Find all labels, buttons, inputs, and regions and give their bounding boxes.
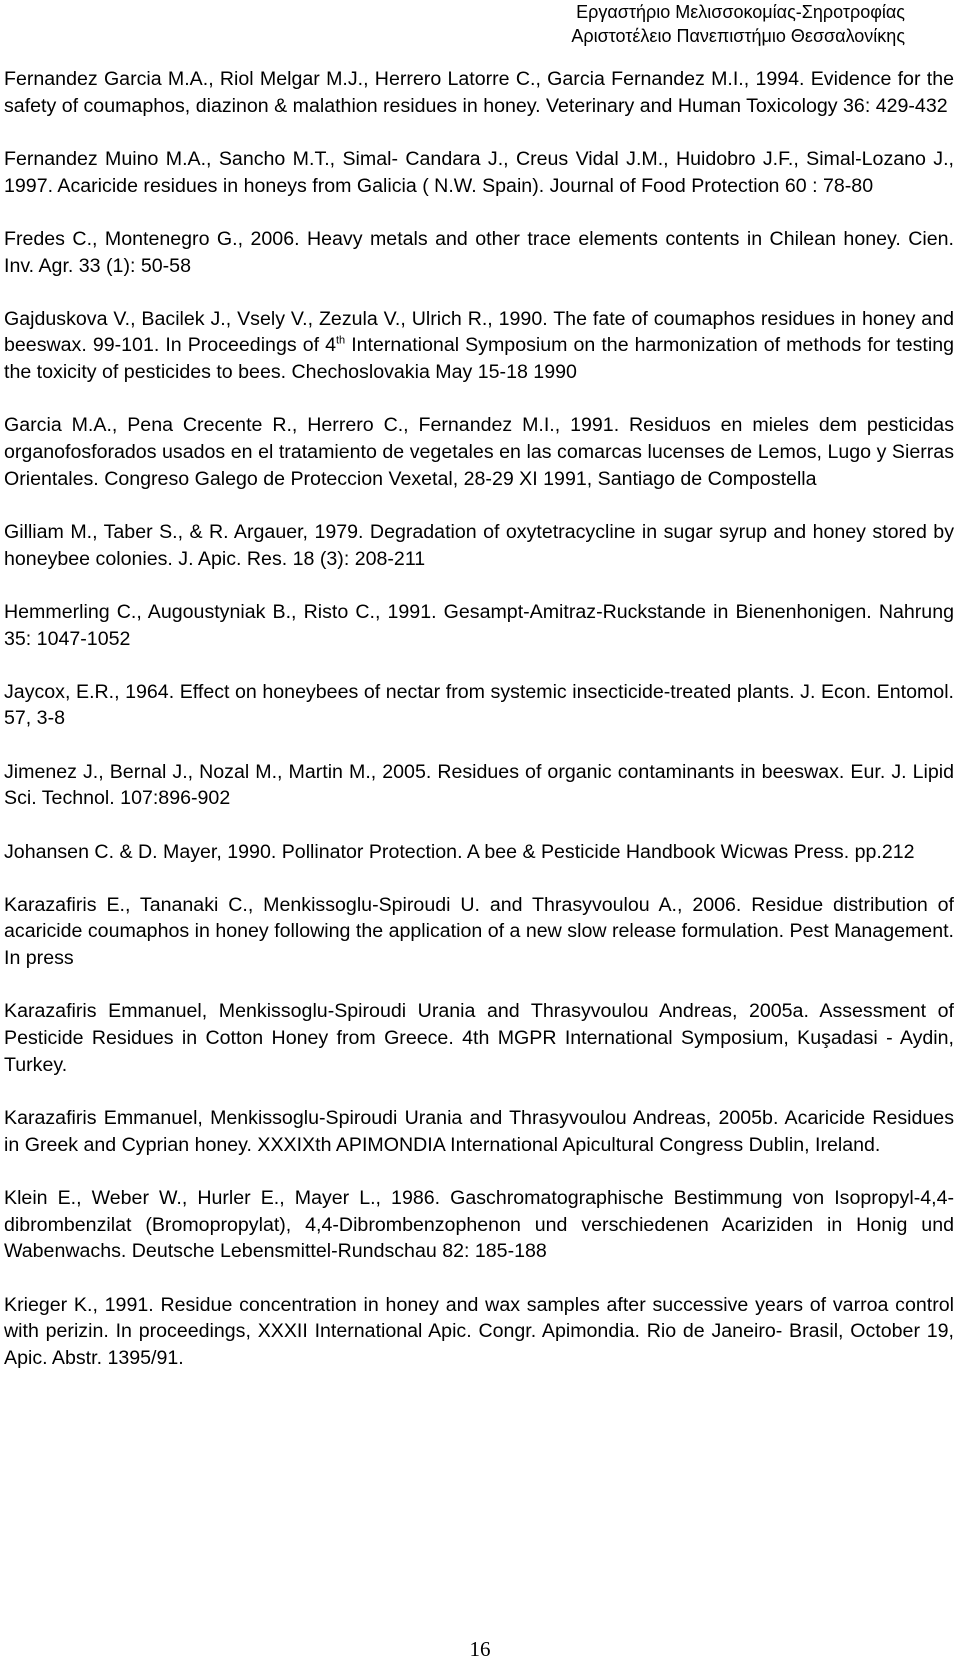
reference-text: International Symposium on the harmonization of methods for testing the toxicity of pesticides to bees. Chechoslovakia May 15-18 1990 [4,334,954,384]
reference-text: Gajduskova V., Bacilek J., Vsely V., Zezula V., Ulrich R., 1990. The fate of coumaphos residues in honey and beeswax. 99-101. In Proceedings of 4 [4,307,954,357]
reference-item: Johansen C. & D. Mayer, 1990. Pollinator Protection. A bee & Pesticide Handbook Wicwas Press. pp.212 [4,840,915,863]
reference-item [4,306,954,386]
reference-item: Jaycox, E.R., 1964. Effect on honeybees of nectar from systemic insecticide-treated plants. J. Econ. Entomol. 57, 3-8 [4,680,954,730]
reference-item: Klein E., Weber W., Hurler E., Mayer L., 1986. Gaschromatographische Bestimmung von Isopropyl-4,4-dibrombenzilat (Bromopropylat), 4,4-Dibrombenzophenon und verschiedenen Acariziden in Honig und Wabenwachs. Deutsche Lebensmittel-Rundschau 82: 185-188 [4,1186,954,1263]
reference-item: Jimenez J., Bernal J., Nozal M., Martin M., 2005. Residues of organic contaminants in beeswax. Eur. J. Lipid Sci. Technol. 107:896-902 [4,760,954,810]
reference-list [4,66,954,1398]
page-number: 16 [469,1637,491,1661]
reference-item: Krieger K., 1991. Residue concentration in honey and wax samples after successive years of varroa control with perizin. In proceedings, XXXII International Apic. Congr. Apimondia. Rio de Janeiro- Brasil, October 19, Apic. Abstr. 1395/91. [4,1293,954,1369]
reference-item: Fernandez Garcia M.A., Riol Melgar M.J., Herrero Latorre C., Garcia Fernandez M.I., 1994. Evidence for the safety of coumaphos, diazinon & malathion residues in honey. Veterinary and Human Toxicology 36: 429-432 [4,68,954,117]
header-lab-name: Εργαστήριο Μελισσοκομίας-Σηροτροφίας [576,2,905,22]
reference-item: Karazafiris E., Tananaki C., Menkissoglu-Spiroudi U. and Thrasyvoulou A., 2006. Residue distribution of acaricide coumaphos in honey following the application of a new slow release formulation. Pest Management. In press [4,893,954,970]
reference-item: Karazafiris Emmanuel, Menkissoglu-Spiroudi Urania and Thrasyvoulou Andreas, 2005a. Assessment of Pesticide Residues in Cotton Honey from Greece. 4th MGPR International Symposium, Kuşadasi - Aydin, Turkey. [4,1000,954,1076]
reference-item: Fredes C., Montenegro G., 2006. Heavy metals and other trace elements contents in Chilean honey. Cien. Inv. Agr. 33 (1): 50-58 [4,227,954,277]
reference-item: Karazafiris Emmanuel, Menkissoglu-Spiroudi Urania and Thrasyvoulou Andreas, 2005b. Acaricide Residues in Greek and Cyprian honey. XXXIXth APIMONDIA International Apicultural Congress Dublin, Ireland. [4,1106,954,1156]
reference-item: Hemmerling C., Augoustyniak B., Risto C., 1991. Gesampt-Amitraz-Ruckstande in Bienenhonigen. Nahrung 35: 1047-1052 [4,600,954,650]
page-header [571,0,905,48]
ordinal-superscript: th [335,334,346,347]
reference-item: Gilliam M., Taber S., & R. Argauer, 1979. Degradation of oxytetracycline in sugar syrup and honey stored by honeybee colonies. J. Apic. Res. 18 (3): 208-211 [4,520,954,570]
reference-item: Garcia M.A., Pena Crecente R., Herrero C., Fernandez M.I., 1991. Residuos en mieles dem pesticidas organofosforados usados en el tratamiento de vegetales en las comarcas lucenses de Lemos, Lugo y Sierras Orientales. Congreso Galego de Proteccion Vexetal, 28-29 XI 1991, Santiago de Compostella [4,414,954,490]
header-university-name: Αριστοτέλειο Πανεπιστήμιο Θεσσαλονίκης [571,26,905,46]
reference-item: Fernandez Muino M.A., Sancho M.T., Simal- Candara J., Creus Vidal J.M., Huidobro J.F., Simal-Lozano J., 1997. Acaricide residues in honeys from Galicia ( N.W. Spain). Journal of Food Protection 60 : 78-80 [4,147,954,197]
